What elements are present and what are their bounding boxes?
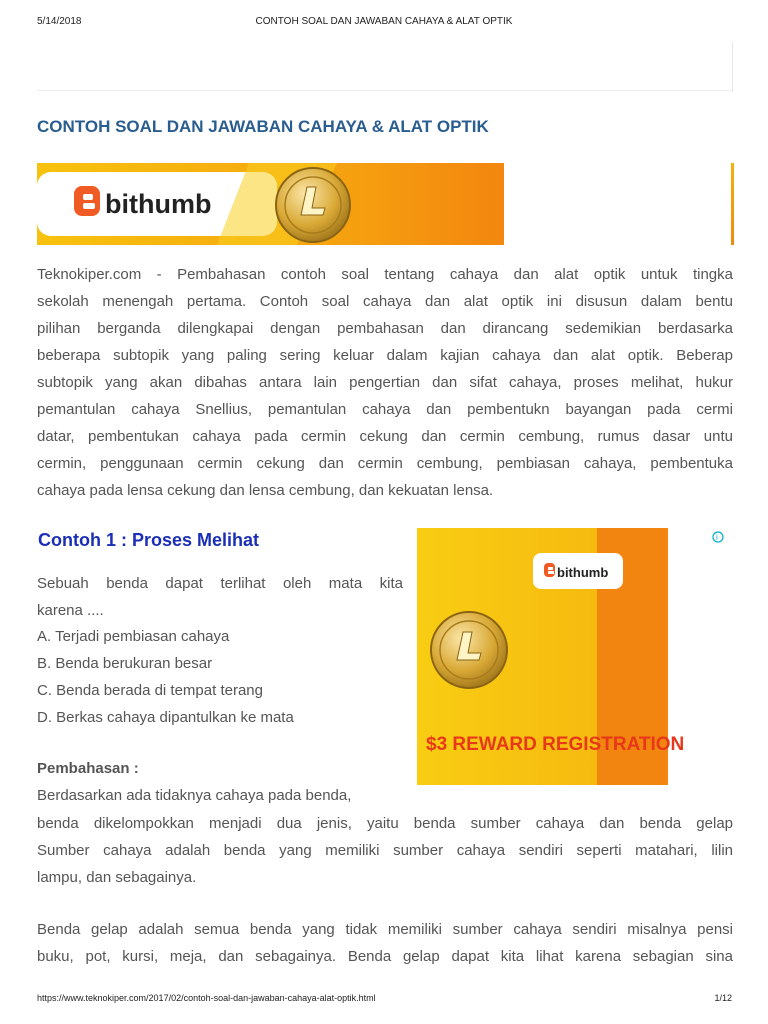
pembahasan-line: Sumber cahaya adalah benda yang memiliki sumber cahaya sendiri seperti matahari, lilin xyxy=(37,842,733,859)
svg-text:bithumb: bithumb xyxy=(557,565,609,580)
intro-line: pemantulan cahaya Snellius, pemantulan cahaya dan pembentukn bayangan pada cermi xyxy=(37,401,733,418)
pembahasan-line: Berdasarkan ada tidaknya cahaya pada benda, xyxy=(37,787,352,804)
pembahasan-line: benda dikelompokkan menjadi dua jenis, yaitu benda sumber cahaya dan benda gelap xyxy=(37,815,733,832)
option-b: B. Benda berukuran besar xyxy=(37,655,213,672)
intro-line: beberapa subtopik yang paling sering keluar dalam kajian cahaya dan alat optik. Beberap xyxy=(37,347,733,364)
article-title: CONTOH SOAL DAN JAWABAN CAHAYA & ALAT OPTIK xyxy=(37,117,489,136)
banner-ad[interactable] xyxy=(37,163,504,245)
side-ad-graphic xyxy=(417,528,733,785)
intro-line: cahaya pada lensa cekung dan lensa cembung, dan kekuatan lensa. xyxy=(37,482,494,499)
banner-edge xyxy=(731,163,734,245)
print-title: CONTOH SOAL DAN JAWABAN CAHAYA & ALAT OPTIK xyxy=(255,16,513,27)
example-title: Contoh 1 : Proses Melihat xyxy=(38,530,260,550)
intro-line: pilihan berganda dilengkapai dengan pembahasan dan dirancang sedemikian berdasarka xyxy=(37,320,733,337)
page-number: 1/12 xyxy=(714,993,732,1003)
pembahasan-label: Pembahasan : xyxy=(37,760,139,777)
bithumb-logo-icon xyxy=(74,186,100,216)
paragraph-2 xyxy=(37,916,733,970)
paragraph-line: buku, pot, kursi, meja, dan sebagainya. Benda gelap dapat kita lihat karena sebagian sina xyxy=(37,948,733,965)
intro-line: Teknokiper.com - Pembahasan contoh soal tentang cahaya dan alat optik untuk tingka xyxy=(37,266,733,283)
bithumb-logo-icon xyxy=(544,563,555,577)
svg-text:$3 REWARD REGISTRATION: $3 REWARD REGISTRATION xyxy=(426,734,685,755)
banner-ad-graphic xyxy=(37,163,504,245)
print-header xyxy=(0,16,768,30)
side-ad[interactable] xyxy=(417,528,733,785)
intro-paragraph xyxy=(37,261,733,504)
intro-line: sekolah menengah pertama. Contoh soal cahaya dan alat optik ini disusun dalam bentu xyxy=(37,293,733,310)
pembahasan-line: lampu, dan sebagainya. xyxy=(37,869,197,886)
option-d: D. Berkas cahaya dipantulkan ke mata xyxy=(37,709,294,726)
paragraph-line: Benda gelap adalah semua benda yang tidak memiliki sumber cahaya sendiri misalnya pensi xyxy=(37,921,733,938)
svg-text:i: i xyxy=(716,533,718,542)
print-date: 5/14/2018 xyxy=(37,16,82,27)
pembahasan-paragraph xyxy=(37,810,733,891)
svg-text:bithumb: bithumb xyxy=(105,189,212,219)
question-line: karena .... xyxy=(37,602,104,619)
option-c: C. Benda berada di tempat terang xyxy=(37,682,263,699)
option-a: A. Terjadi pembiasan cahaya xyxy=(37,628,230,645)
print-url: https://www.teknokiper.com/2017/02/contoh-soal-dan-jawaban-cahaya-alat-optik.html xyxy=(37,993,376,1003)
intro-line: datar, pembentukan cahaya pada cermin cekung dan cermin cembung, rumus dasar untu xyxy=(37,428,733,445)
divider-vertical xyxy=(732,42,733,92)
intro-line: cermin, penggunaan cermin cekung dan cermin cembung, pembiasan cahaya, pembentuka xyxy=(37,455,733,472)
question-line: Sebuah benda dapat terlihat oleh mata kita xyxy=(37,575,403,592)
divider xyxy=(37,90,732,91)
intro-line: subtopik yang akan dibahas antara lain pengertian dan sifat cahaya, proses melihat, hukur xyxy=(37,374,733,391)
